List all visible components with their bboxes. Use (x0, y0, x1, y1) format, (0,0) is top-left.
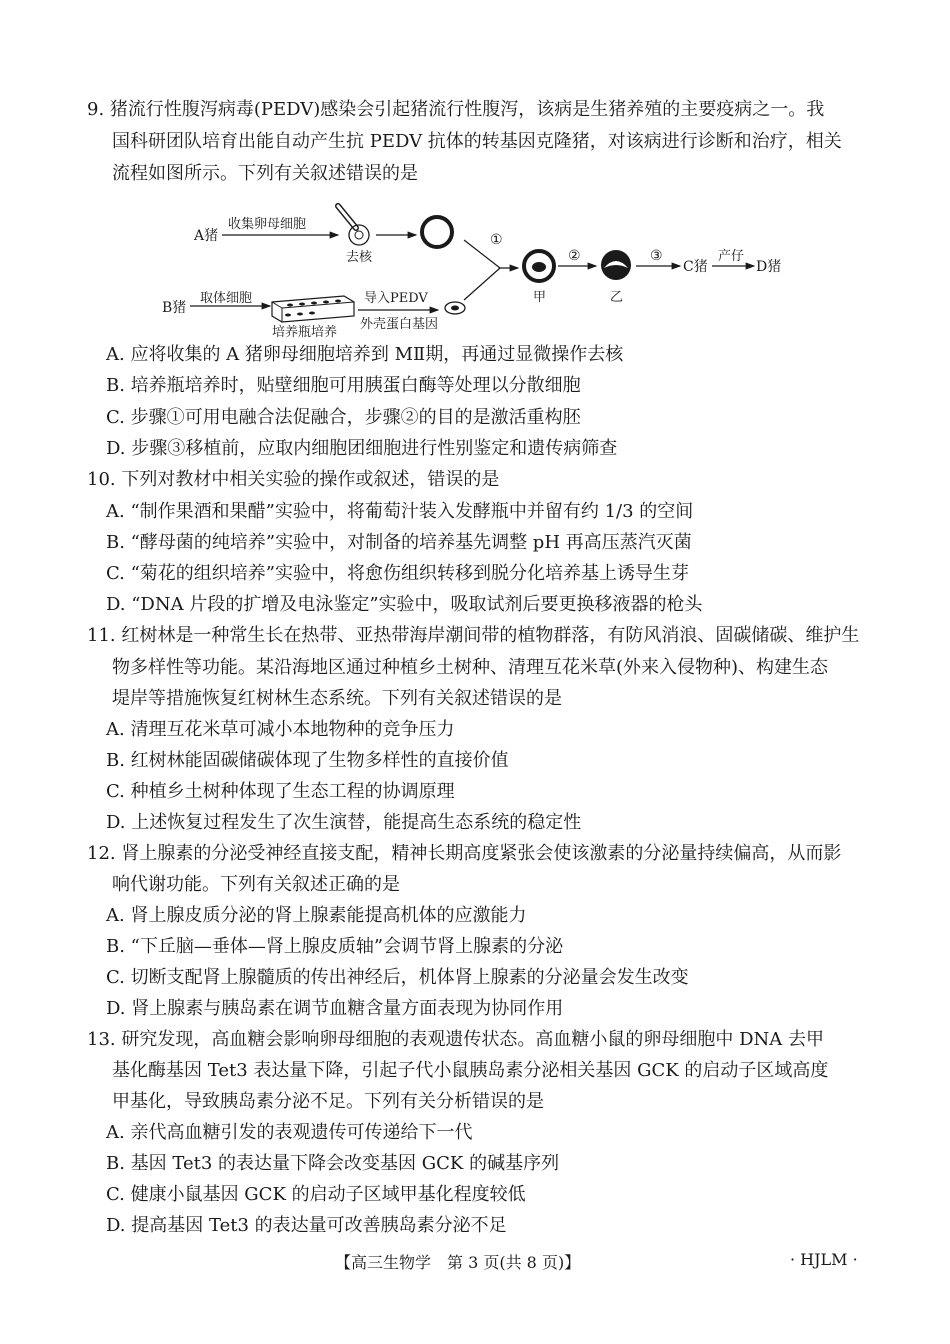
q9-option-b: B. 培养瓶培养时，贴壁细胞可用胰蛋白酶等处理以分散细胞 (106, 375, 581, 396)
q13-stem-line-1: 13. 研究发现，高血糖会影响卵母细胞的表观遗传状态。高血糖小鼠的卵母细胞中 DNA 去甲 (87, 1029, 824, 1050)
q10-stem-line-1: 10. 下列对教材中相关实验的操作或叙述，错误的是 (87, 469, 500, 490)
introduce-pedv-label: 导入PEDV (364, 291, 428, 306)
q12-option-a: A. 肾上腺皮质分泌的肾上腺素能提高机体的应激能力 (106, 905, 527, 926)
page-footer-info: 【高三生物学 第 3 页(共 8 页)】 (335, 1253, 581, 1272)
q11-option-b: B. 红树林能固碳储碳体现了生物多样性的直接价值 (106, 750, 509, 771)
step2-label: ② (568, 248, 581, 264)
q10-option-d: D. “DNA 片段的扩增及电泳鉴定”实验中，吸取试剂后要更换移液器的枪头 (106, 594, 703, 615)
enucleated-oocyte-icon (422, 217, 452, 247)
q9-option-d: D. 步骤③移植前，应取内细胞团细胞进行性别鉴定和遗传病筛查 (106, 438, 618, 459)
q13-stem-line-3: 甲基化，导致胰岛素分泌不足。下列有关分析错误的是 (112, 1091, 544, 1112)
q12-option-c: C. 切断支配肾上腺髓质的传出神经后，机体肾上腺素的分泌量会发生改变 (106, 967, 689, 988)
birth-label: 产仔 (718, 249, 745, 264)
q10-option-c: C. “菊花的组织培养”实验中，将愈伤组织转移到脱分化培养基上诱导生芽 (106, 563, 689, 584)
q11-option-a: A. 清理互花米草可减小本地物种的竞争压力 (106, 719, 455, 740)
yi-label: 乙 (610, 290, 624, 305)
step3-label: ③ (650, 248, 663, 264)
take-cells-label: 取体细胞 (200, 291, 253, 306)
pig-c-label: C猪 (683, 259, 708, 275)
culture-flask-label: 培养瓶培养 (272, 325, 338, 340)
pig-d-label: D猪 (756, 259, 782, 275)
page-footer-code: · HJLM · (790, 1250, 858, 1269)
pig-a-label: A猪 (194, 228, 219, 244)
q9-stem-line-3: 流程如图所示。下列有关叙述错误的是 (112, 163, 418, 184)
culture-flask-icon (272, 296, 354, 322)
collect-oocyte-label: 收集卵母细胞 (228, 217, 307, 232)
q11-option-c: C. 种植乡土树种体现了生态工程的协调原理 (106, 781, 455, 802)
q10-option-a: A. “制作果酒和果醋”实验中，将葡萄汁装入发酵瓶中并留有约 1/3 的空间 (106, 501, 694, 522)
pig-b-label: B猪 (162, 300, 187, 316)
q11-option-d: D. 上述恢复过程发生了次生演替，能提高生态系统的稳定性 (106, 812, 582, 833)
enucleate-label: 去核 (346, 250, 373, 265)
q11-stem-line-2: 物多样性等功能。某沿海地区通过种植乡土树种、清理互花米草(外来入侵物种)、构建生态 (112, 657, 829, 678)
jia-label: 甲 (533, 290, 547, 305)
q13-option-b: B. 基因 Tet3 的表达量下降会改变基因 GCK 的碱基序列 (106, 1153, 560, 1174)
q11-stem-line-3: 堤岸等措施恢复红树林生态系统。下列有关叙述错误的是 (112, 688, 562, 709)
q13-option-a: A. 亲代高血糖引发的表观遗传可传递给下一代 (106, 1122, 473, 1143)
q13-option-c: C. 健康小鼠基因 GCK 的启动子区域甲基化程度较低 (106, 1184, 526, 1205)
step1-label: ① (490, 232, 503, 248)
q13-option-d: D. 提高基因 Tet3 的表达量可改善胰岛素分泌不足 (106, 1215, 507, 1236)
q12-option-b: B. “下丘脑—垂体—肾上腺皮质轴”会调节肾上腺素的分泌 (106, 936, 564, 957)
q12-stem-line-1: 12. 肾上腺素的分泌受神经直接支配，精神长期高度紧张会使该激素的分泌量持续偏高，从而影 (87, 843, 842, 864)
cloning-flow-diagram (160, 198, 800, 340)
capsid-gene-label: 外壳蛋白基因 (360, 317, 439, 332)
q9-stem-line-2: 国科研团队培育出能自动产生抗 PEDV 抗体的转基因克隆猪，对该病进行诊断和治疗，相关 (112, 131, 842, 152)
q9-option-c: C. 步骤①可用电融合法促融合，步骤②的目的是激活重构胚 (106, 407, 581, 428)
q12-stem-line-2: 响代谢功能。下列有关叙述正确的是 (112, 874, 400, 895)
q11-stem-line-1: 11. 红树林是一种常生长在热带、亚热带海岸潮间带的植物群落，有防风消浪、固碳储碳、维护生 (87, 625, 860, 646)
q10-option-b: B. “酵母菌的纯培养”实验中，对制备的培养基先调整 pH 再高压蒸汽灭菌 (106, 532, 692, 553)
q9-option-a: A. 应将收集的 A 猪卵母细胞培养到 MⅡ期，再通过显微操作去核 (106, 344, 624, 365)
q13-stem-line-2: 基化酶基因 Tet3 表达量下降，引起子代小鼠胰岛素分泌相关基因 GCK 的启动子区域高度 (112, 1060, 829, 1081)
q9-stem-line-1: 9. 猪流行性腹泻病毒(PEDV)感染会引起猪流行性腹泻，该病是生猪养殖的主要疫病之一。我 (87, 99, 825, 120)
q12-option-d: D. 肾上腺素与胰岛素在调节血糖含量方面表现为协同作用 (106, 998, 564, 1019)
